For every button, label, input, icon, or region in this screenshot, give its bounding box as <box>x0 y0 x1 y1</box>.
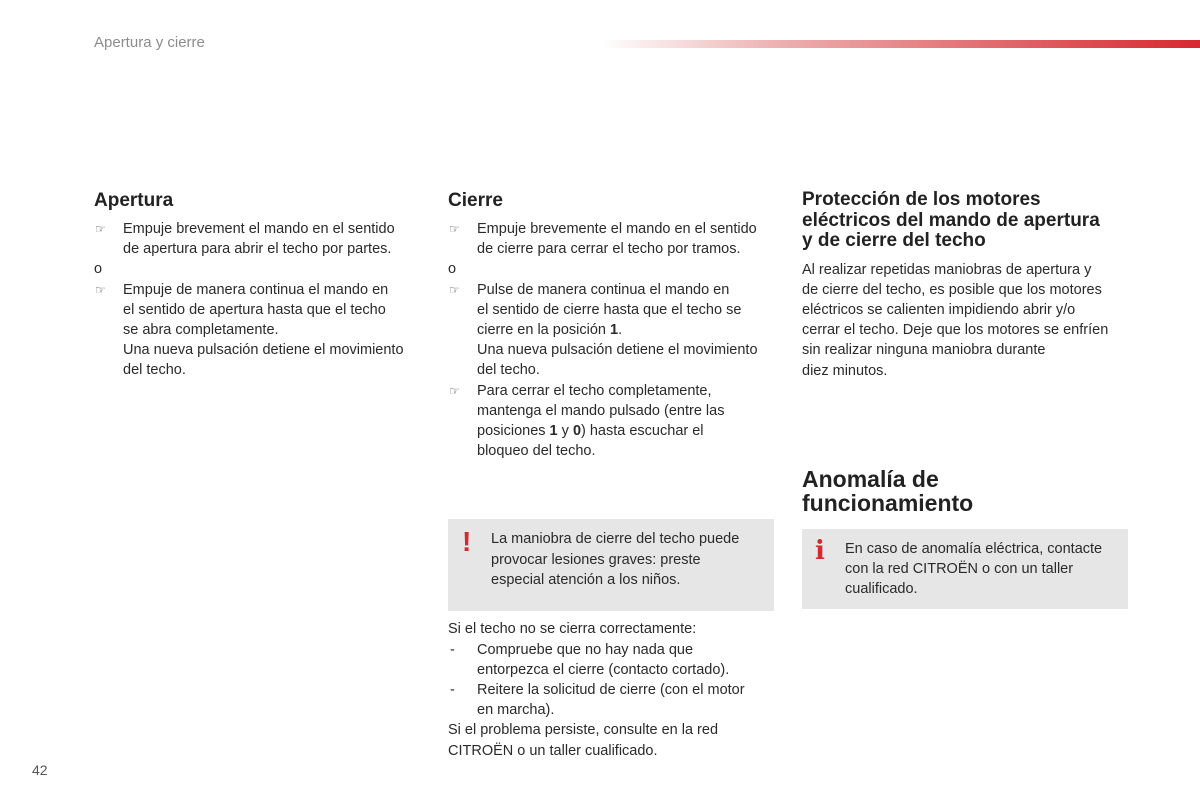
heading-line: y de cierre del techo <box>802 230 986 251</box>
info-icon: i <box>815 535 825 566</box>
text-line: diez minutos. <box>802 362 888 379</box>
text-line: especial atención a los niños. <box>491 571 681 588</box>
proteccion-section <box>802 190 1132 609</box>
info-box <box>802 529 1128 609</box>
text-line: mantenga el mando pulsado (entre las <box>477 402 725 419</box>
text-line: Empuje brevement el mando en el sentido <box>123 221 395 237</box>
text-fragment: ) hasta escuchar el <box>581 423 704 440</box>
position-number: 0 <box>572 423 582 440</box>
header-title: Apertura y cierre <box>94 34 205 51</box>
text-line <box>477 320 778 340</box>
cierre-heading: Cierre <box>448 190 503 211</box>
apertura-bullet-2 <box>94 280 424 381</box>
pointing-hand-icon: ☞ <box>449 282 460 297</box>
dash-marker: - <box>450 682 455 699</box>
heading-line: funcionamiento <box>802 489 974 516</box>
text-line: Una nueva pulsación detiene el movimiento <box>477 342 758 359</box>
text-line <box>477 421 778 441</box>
pointing-hand-icon: ☞ <box>95 282 106 297</box>
text-line: Si el problema persiste, consulte en la red <box>448 722 719 739</box>
text-line: Empuje de manera continua el mando en <box>123 281 389 298</box>
cierre-section <box>448 190 778 761</box>
text-fragment: . <box>618 322 623 339</box>
text-line: En caso de anomalía eléctrica, contacte <box>845 540 1103 557</box>
text-fragment: y <box>557 423 573 440</box>
apertura-bullet-1 <box>94 219 424 259</box>
cierre-bullet-1 <box>448 219 778 259</box>
anomalia-heading <box>802 467 1132 515</box>
or-separator: o <box>94 261 103 278</box>
position-number: 1 <box>610 322 619 339</box>
apertura-heading: Apertura <box>94 190 174 211</box>
pointing-hand-icon: ☞ <box>449 383 460 398</box>
text-line: Para cerrar el techo completamente, <box>477 382 712 399</box>
heading-line: eléctricos del mando de apertura <box>802 209 1100 231</box>
text-line: Reitere la solicitud de cierre (con el motor <box>477 682 745 699</box>
text-line: de cierre del techo, es posible que los motores <box>802 281 1102 298</box>
text-line: provocar lesiones graves: preste <box>491 551 701 568</box>
text-line: cualificado. <box>845 581 918 598</box>
text-line: Compruebe que no hay nada que <box>477 641 694 658</box>
text-line: el sentido de apertura hasta que el techo <box>123 301 386 318</box>
position-number: 1 <box>549 423 558 440</box>
text-line: de apertura para abrir el techo por partes. <box>123 241 392 258</box>
or-separator: o <box>448 261 457 278</box>
text-line: Si el techo no se cierra correctamente: <box>448 621 697 638</box>
text-fragment: cierre en la posición <box>477 322 610 339</box>
text-line: en marcha). <box>477 702 555 719</box>
pointing-hand-icon: ☞ <box>449 222 460 236</box>
troubleshooting-text <box>448 619 778 760</box>
text-line: el sentido de cierre hasta que el techo se <box>477 301 742 318</box>
text-line: con la red CITROËN o con un taller <box>845 560 1074 577</box>
text-line: cerrar el techo. Deje que los motores se enfríen <box>802 322 1109 339</box>
text-fragment: posiciones <box>477 423 550 440</box>
warning-box <box>448 519 774 611</box>
dash-item-1 <box>448 640 778 680</box>
header-accent-bar <box>600 40 1200 48</box>
text-line: sin realizar ninguna maniobra durante <box>802 342 1046 359</box>
text-line: Pulse de manera continua el mando en <box>477 281 730 298</box>
heading-line: Protección de los motores <box>802 189 1041 210</box>
text-line: Una nueva pulsación detiene el movimiento <box>123 342 404 359</box>
exclamation-warning-icon: ! <box>462 526 472 558</box>
text-line: del techo. <box>477 362 540 379</box>
text-line: de cierre para cerrar el techo por tramos. <box>477 241 741 258</box>
cierre-bullet-2 <box>448 280 778 381</box>
text-line: del techo. <box>123 362 186 379</box>
cierre-bullet-3 <box>448 381 778 462</box>
proteccion-heading <box>802 190 1132 252</box>
text-line: bloqueo del techo. <box>477 443 596 460</box>
text-line: La maniobra de cierre del techo puede <box>491 531 740 548</box>
apertura-section <box>94 190 424 381</box>
text-line: Al realizar repetidas maniobras de apertura y <box>802 261 1092 278</box>
heading-line: Anomalía de <box>802 465 939 492</box>
text-line: eléctricos se calienten impidiendo abrir y/o <box>802 301 1076 318</box>
text-line: entorpezca el cierre (contacto cortado). <box>477 661 730 678</box>
pointing-hand-icon: ☞ <box>95 222 106 236</box>
page-number: 42 <box>32 762 48 778</box>
text-line: CITROËN o un taller cualificado. <box>448 742 658 759</box>
text-line: Empuje brevemente el mando en el sentido <box>477 221 757 237</box>
dash-marker: - <box>450 641 455 658</box>
text-line: se abra completamente. <box>123 322 279 339</box>
dash-item-2 <box>448 680 778 720</box>
